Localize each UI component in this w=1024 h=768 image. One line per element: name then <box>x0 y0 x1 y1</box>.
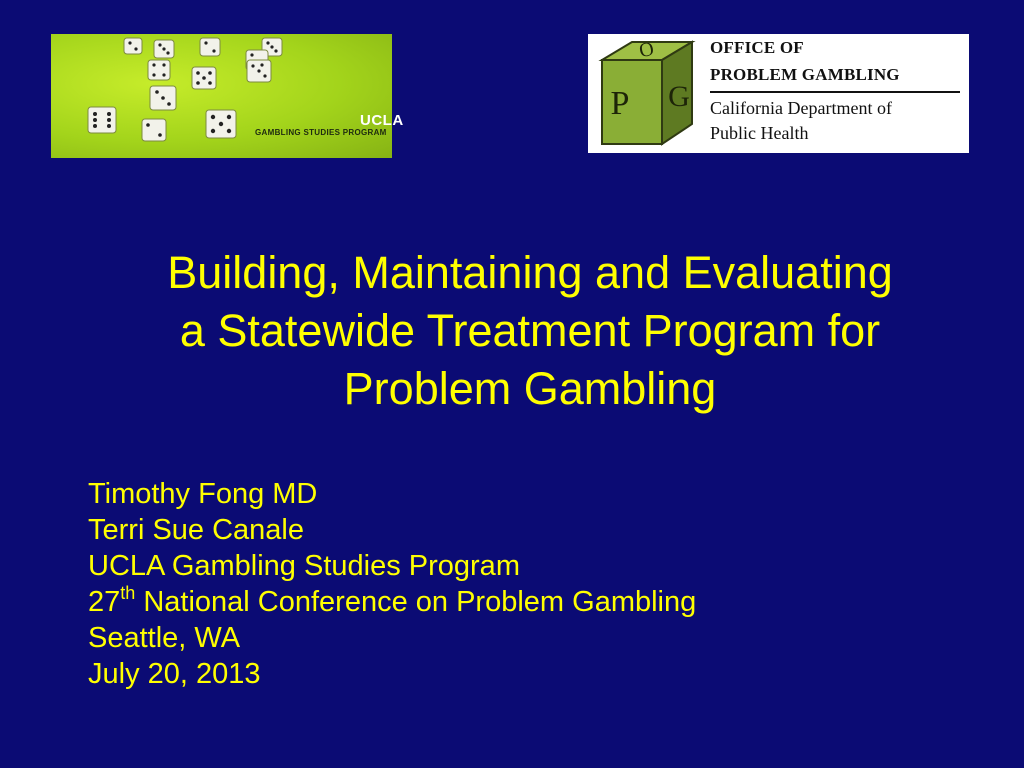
conference-name <box>88 584 696 620</box>
opg-problem-gambling: PROBLEM GAMBLING <box>710 65 900 84</box>
opg-public-health: Public Health <box>710 123 809 143</box>
location: Seattle, WA <box>88 622 241 654</box>
conference-ordinal-suffix: th <box>120 583 136 603</box>
conference-title: National Conference on Problem Gambling <box>135 586 697 618</box>
ucla-gambling-studies-logo <box>51 34 404 158</box>
opg-letter-p: P <box>610 85 630 122</box>
presentation-date: July 20, 2013 <box>88 658 261 690</box>
slide-title <box>50 244 1010 418</box>
opg-divider <box>710 91 960 93</box>
conference-number: 27 <box>88 586 121 618</box>
dice-icon <box>51 34 392 158</box>
author-2: Terri Sue Canale <box>88 514 304 546</box>
title-line-3: Problem Gambling <box>343 363 717 414</box>
opg-office-of: OFFICE OF <box>710 38 804 57</box>
opg-letter-o: O <box>637 37 656 63</box>
opg-letter-g: G <box>668 80 690 113</box>
ucla-mark: UCLA <box>360 112 404 129</box>
title-line-1: Building, Maintaining and Evaluating <box>167 247 893 298</box>
presenter-info <box>88 476 696 692</box>
opg-department: California Department of <box>710 98 892 118</box>
program-name: UCLA Gambling Studies Program <box>88 550 520 582</box>
ucla-program-name: GAMBLING STUDIES PROGRAM <box>255 128 387 137</box>
author-1: Timothy Fong MD <box>88 478 318 510</box>
office-of-problem-gambling-logo <box>588 34 969 153</box>
title-line-2: a Statewide Treatment Program for <box>179 305 881 356</box>
